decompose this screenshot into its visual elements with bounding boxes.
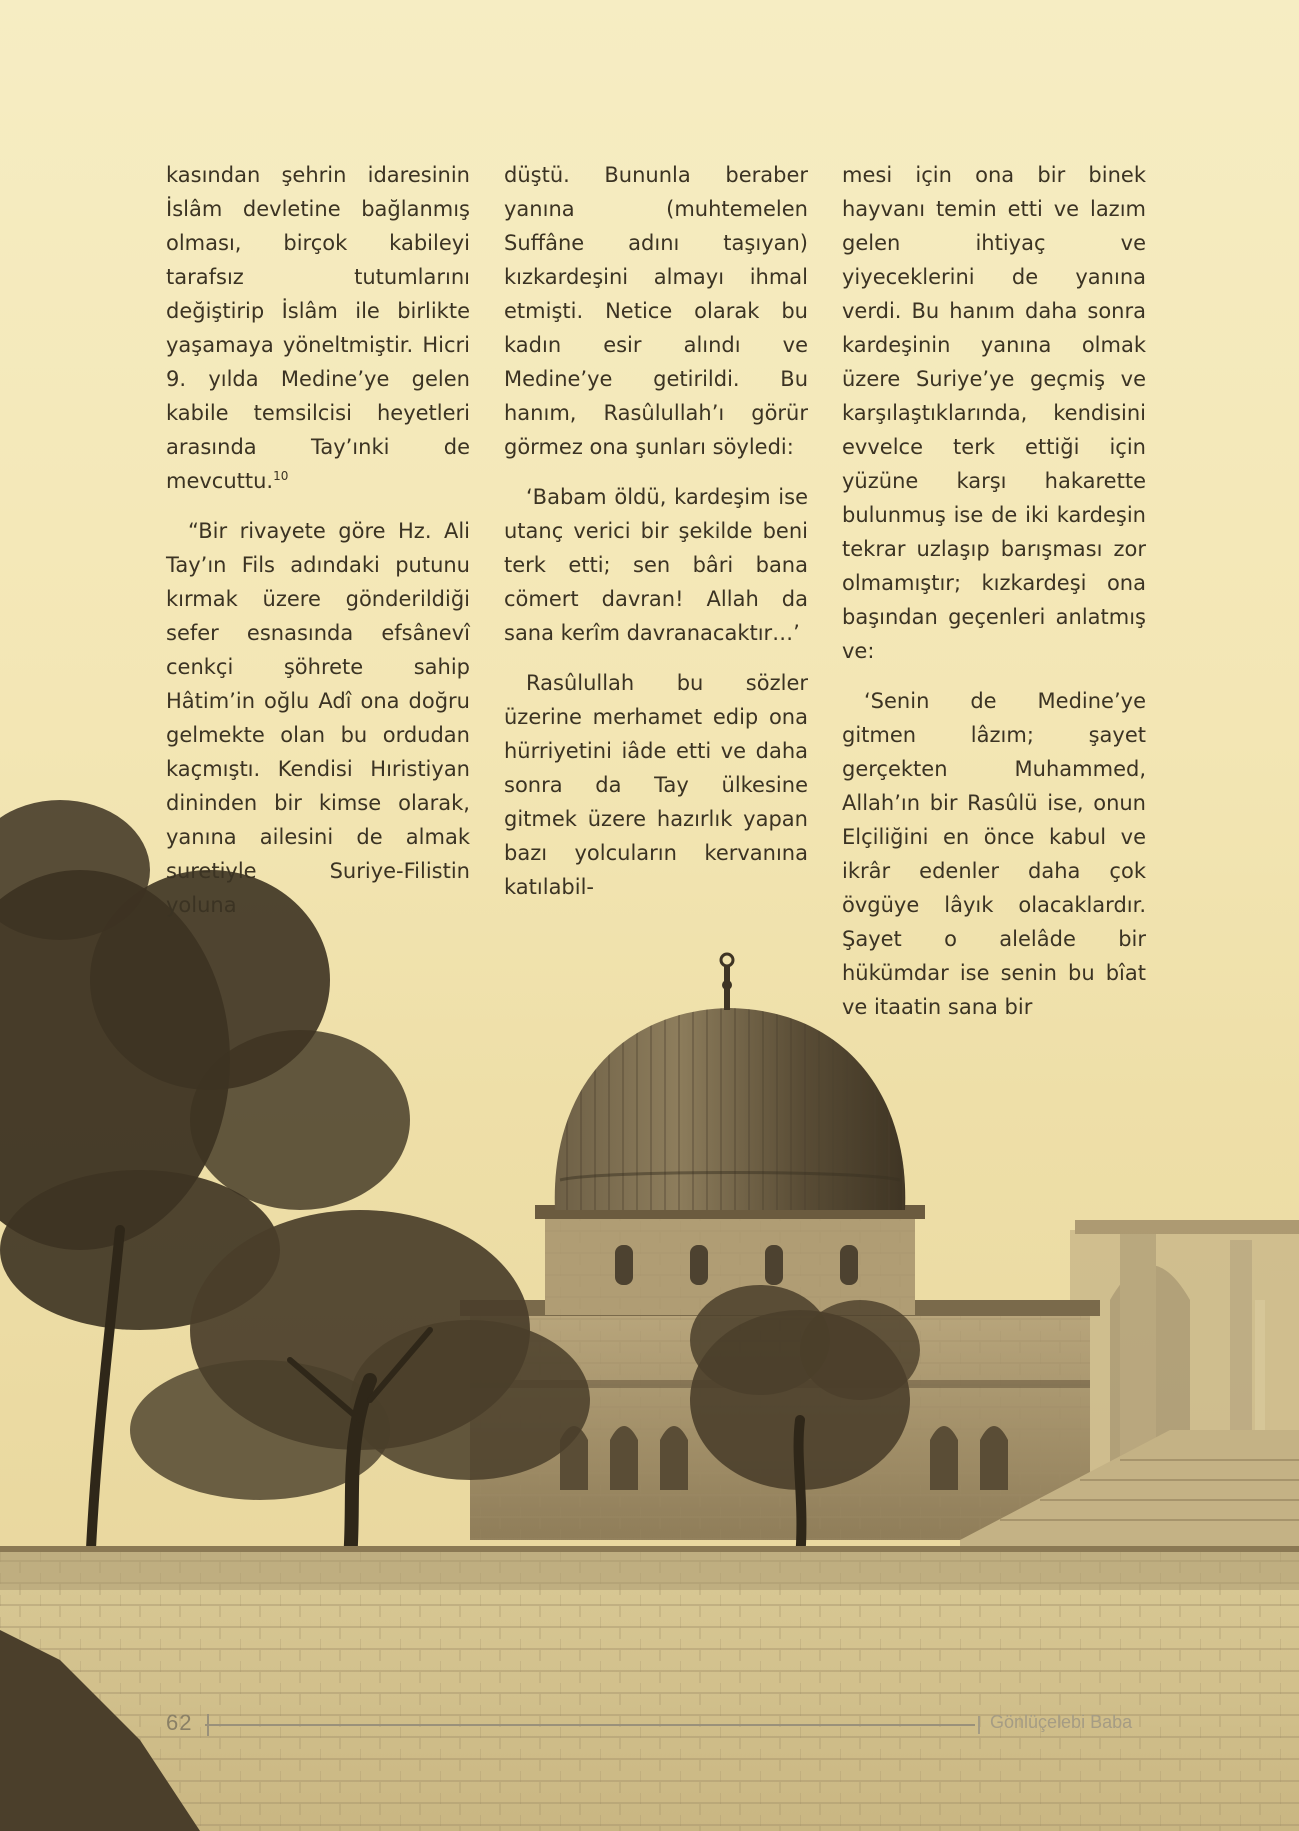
footnote-ref[interactable]: 10 [273, 469, 289, 483]
paragraph: “Bir rivayete göre Hz. Ali Tay’ın Fils adındaki putunu kırmak üzere gönderildiği sefer esnasında efsânevî cenkçi şöhrete sahip Hâtim’in oğlu Adî ona doğru gelmekte olan bu ordudan kaçmıştı. Kendisi Hıristiyan dininden bir kimse olarak, yanına ailesini de almak suretiyle Suriye-Filistin yoluna [166, 519, 470, 917]
running-title: Gönlüçelebi Baba [990, 1712, 1133, 1732]
paragraph [166, 158, 470, 498]
page-number: 62 [166, 1710, 193, 1735]
paragraph: düştü. Bununla beraber yanına (muhtemelen Suffâne adını taşıyan) kızkardeşini almayı ihmal etmişti. Netice olarak bu kadın esir alındı ve Medine’ye getirildi. Bu hanım, Rasûlullah’ı görür görmez ona şunları söyledi: [504, 163, 808, 459]
paragraph: mesi için ona bir binek hayvanı temin etti ve lazım gelen ihtiyaç ve yiyeceklerini de yanına verdi. Bu hanım daha sonra kardeşinin yanına olmak üzere Suriye’ye geçmiş ve karşılaştıklarında, kendisini evvelce terk ettiği için yüzüne karşı hakarette bulunmuş ise de iki kardeşin tekrar uzlaşıp barışması zor olmamıştır; kızkardeşi ona başından geçenleri anlatmış ve: [842, 163, 1146, 663]
text-column-2 [504, 158, 808, 920]
footer-divider [978, 1716, 980, 1734]
paragraph: ‘Senin de Medine’ye gitmen lâzım; şayet gerçekten Muhammed, Allah’ın bir Rasûlü ise, onun Elçiliğini en önce kabul ve ikrâr edenler daha çok övgüye lâyık olacaklardır. Şayet o alelâde bir hükümdar ise senin bu bîat ve itaatin sana bir [842, 689, 1146, 1019]
paragraph: ‘Babam öldü, kardeşim ise utanç verici bir şekilde beni terk etti; sen bâri bana cömert davran! Allah da sana kerîm davranacaktır…’ [504, 485, 808, 645]
paragraph: Rasûlullah bu sözler üzerine merhamet edip ona hürriyetini iâde etti ve daha sonra da Tay ülkesine gitmek üzere hazırlık yapan bazı yolcuların kervanına katılabil- [504, 671, 808, 899]
text-column-3 [842, 158, 1146, 1040]
paragraph-text: kasından şehrin idaresinin İslâm devletine bağlanmış olması, birçok kabileyi tarafsız tutumlarını değiştirip İslâm ile birlikte yaşamaya yöneltmiştir. Hicri 9. yılda Medine’ye gelen kabile temsilcisi heyetleri arasında Tay’ınki de mevcuttu. [166, 163, 470, 493]
text-column-1 [166, 158, 470, 938]
footer-rule [205, 1724, 975, 1726]
